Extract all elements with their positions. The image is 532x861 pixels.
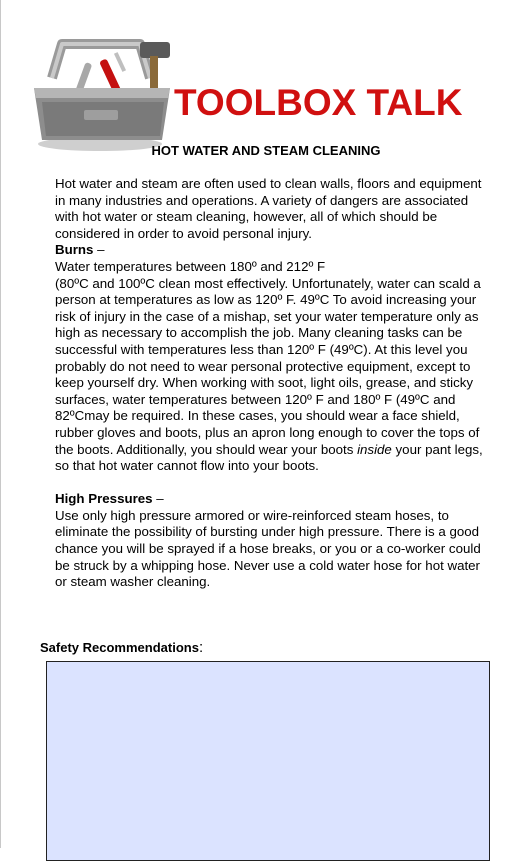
burns-temperature-line: Water temperatures between 180º and 212º F xyxy=(55,258,326,274)
pressure-dash: – xyxy=(152,491,164,507)
safety-label-text: Safety Recommendations xyxy=(40,640,199,655)
burns-heading: Burns xyxy=(55,242,94,258)
pressure-heading: High Pressures xyxy=(55,491,153,507)
paragraph-spacer xyxy=(55,475,487,492)
banner-title: TOOLBOX TALK xyxy=(174,82,463,123)
article-body xyxy=(55,176,487,591)
pressure-section xyxy=(55,491,487,508)
burns-text-emphasis: inside xyxy=(357,441,392,457)
burns-text-part-b: your pant legs, so that hot water cannot flow into your boots. xyxy=(55,441,483,474)
burns-text-part-a: (80ºC and 100ºC clean most effectively. Unfortunately, water can scald a person at temperatures as low as 120º F. 49ºC To avoid increasing your risk of injury in the case of a mishap, set your water temperature only as high as necessary to accomplish the job. Many cleaning tasks can be successful with temperatures less than 120º F (49ºC). At this level you probably do not need to wear personal protective equipment, except to keep yourself dry. When working with soot, light oils, grease, and sticky surfaces, water temperatures between 120º F and 180º F (49ºC and 82ºCmay be required. In these cases, you should wear a face shield, rubber gloves and boots, plus an apron long enough to cover the tops of the boots. Additionally, you should wear your boots xyxy=(55,275,481,457)
toolbox-icon xyxy=(22,36,192,154)
intro-paragraph: Hot water and steam are often used to clean walls, floors and equipment in many industries and operations. A variety of dangers are associated with hot water or steam cleaning, however, all of which should be considered in order to avoid personal injury. xyxy=(55,176,482,241)
page-title: HOT WATER AND STEAM CLEANING xyxy=(151,143,381,158)
burns-section xyxy=(55,242,487,259)
page-left-border xyxy=(0,0,1,848)
safety-recommendations-field[interactable] xyxy=(46,661,490,861)
safety-recommendations-label xyxy=(40,639,203,657)
burns-dash: – xyxy=(93,242,105,258)
pressure-paragraph: Use only high pressure armored or wire-reinforced steam hoses, to eliminate the possibility of bursting under high pressure. There is a good chance you will be sprayed if a hose breaks, or you or a co-worker could be struck by a whipping hose. Never use a cold water hose for hot water or steam washer cleaning. xyxy=(55,507,481,590)
burns-paragraph xyxy=(55,276,487,475)
safety-label-colon: : xyxy=(198,639,204,656)
